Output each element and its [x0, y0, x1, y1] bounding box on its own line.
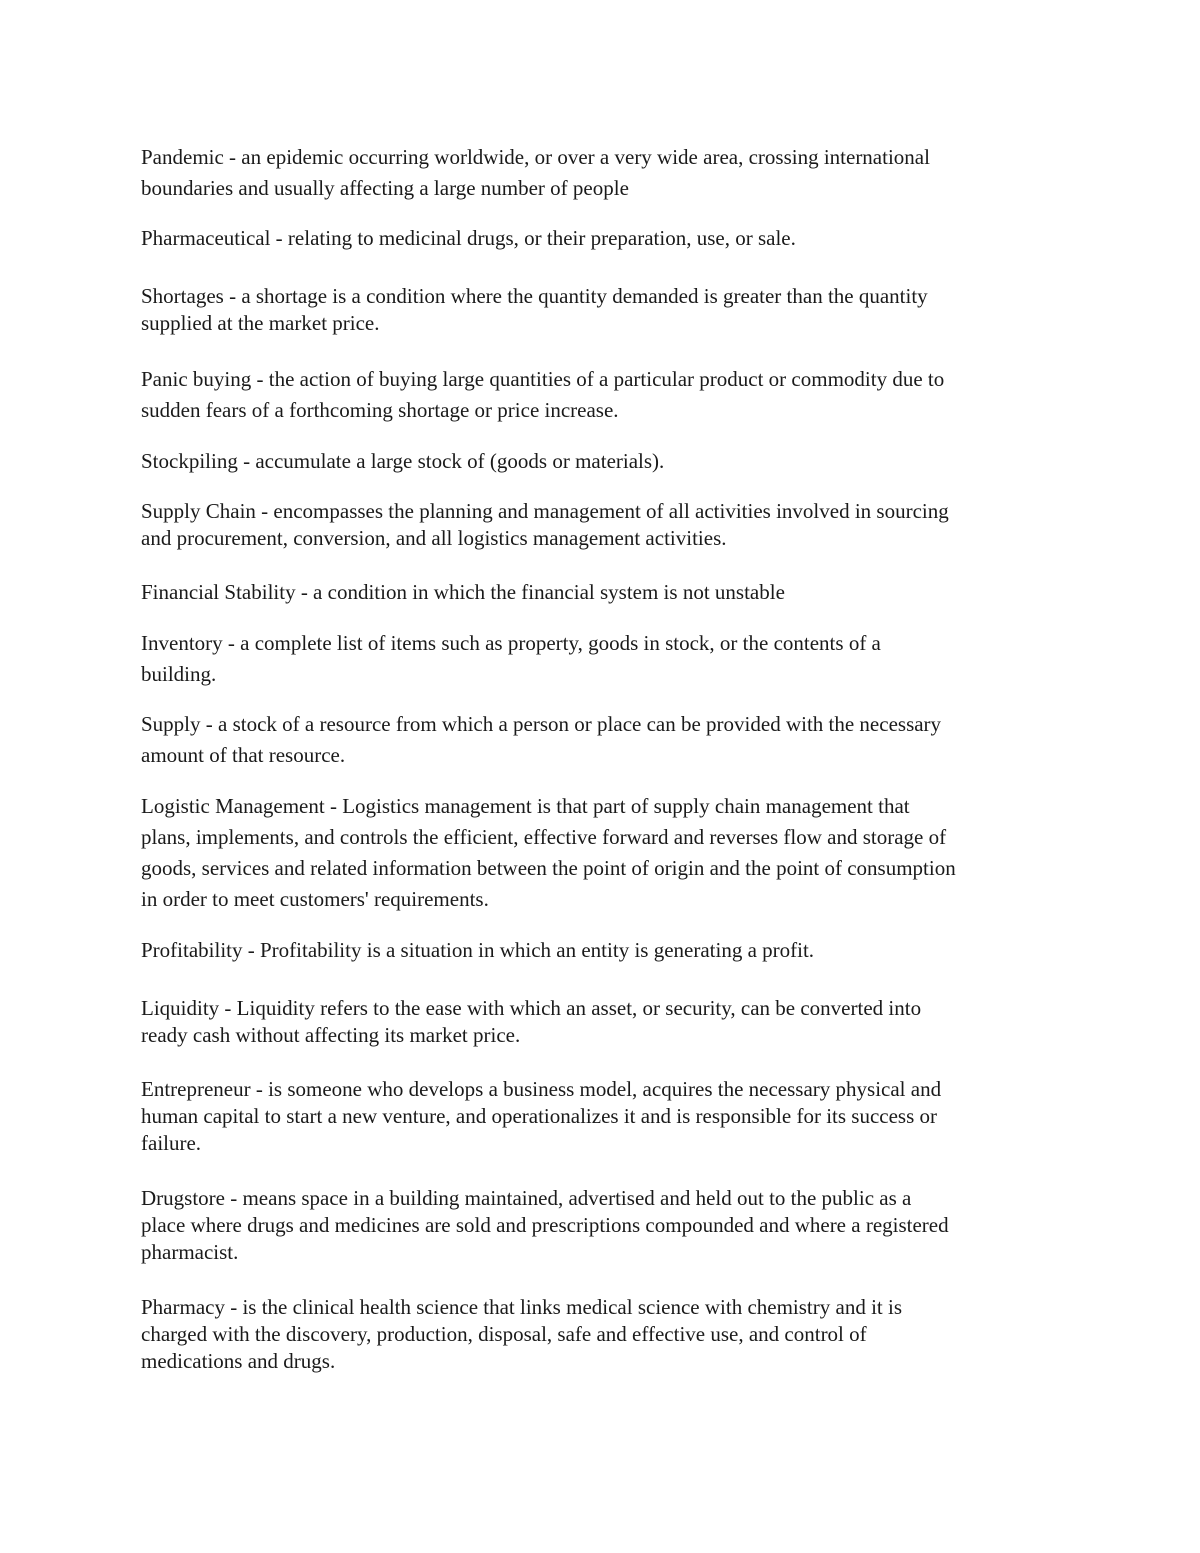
definition-line: pharmacist.: [141, 1240, 239, 1264]
definition-drugstore: [141, 1185, 1071, 1266]
definition-line: Inventory - a complete list of items such as property, goods in stock, or the contents of a: [141, 631, 881, 655]
definition-line: human capital to start a new venture, and operationalizes it and is responsible for its success or: [141, 1104, 938, 1128]
definition-line: in order to meet customers' requirements.: [141, 887, 489, 911]
definition-inventory: [141, 628, 1071, 690]
definition-line: supplied at the market price.: [141, 311, 380, 335]
definition-line: Stockpiling - accumulate a large stock of (goods or materials).: [141, 449, 665, 473]
definition-line: charged with the discovery, production, disposal, safe and effective use, and control of: [141, 1322, 867, 1346]
definition-line: boundaries and usually affecting a large number of people: [141, 176, 629, 200]
definition-line: amount of that resource.: [141, 743, 346, 767]
definition-stockpiling: [141, 446, 1071, 477]
definition-line: building.: [141, 662, 217, 686]
definition-line: Drugstore - means space in a building maintained, advertised and held out to the public as a: [141, 1186, 912, 1210]
definition-line: Supply Chain - encompasses the planning and management of all activities involved in sourcing: [141, 499, 949, 523]
definition-pharmacy: [141, 1294, 1071, 1375]
definition-profitability: [141, 935, 1071, 966]
definition-supply: [141, 709, 1071, 771]
definition-line: Pharmacy - is the clinical health science that links medical science with chemistry and it is: [141, 1295, 903, 1319]
definition-entrepreneur: [141, 1076, 1071, 1157]
definition-financial-stability: [141, 577, 1071, 608]
definition-line: Pandemic - an epidemic occurring worldwide, or over a very wide area, crossing international: [141, 145, 930, 169]
definition-line: Financial Stability - a condition in which the financial system is not unstable: [141, 580, 785, 604]
definition-line: Entrepreneur - is someone who develops a business model, acquires the necessary physical and: [141, 1077, 942, 1101]
definition-line: Logistic Management - Logistics management is that part of supply chain management that: [141, 794, 910, 818]
definition-line: Liquidity - Liquidity refers to the ease with which an asset, or security, can be converted into: [141, 996, 922, 1020]
definition-line: failure.: [141, 1131, 202, 1155]
definition-pharmaceutical: [141, 223, 1071, 254]
definition-line: place where drugs and medicines are sold and prescriptions compounded and where a registered: [141, 1213, 949, 1237]
definition-line: Panic buying - the action of buying large quantities of a particular product or commodity due to: [141, 367, 945, 391]
definition-supply-chain: [141, 498, 1071, 552]
definition-logistic-management: [141, 791, 1071, 915]
definition-line: Profitability - Profitability is a situation in which an entity is generating a profit.: [141, 938, 815, 962]
definition-line: goods, services and related information between the point of origin and the point of consumption: [141, 856, 956, 880]
definition-shortages: [141, 283, 1071, 337]
definition-line: plans, implements, and controls the efficient, effective forward and reverses flow and storage of: [141, 825, 947, 849]
definition-line: medications and drugs.: [141, 1349, 336, 1373]
definition-pandemic: [141, 142, 1071, 204]
definition-line: and procurement, conversion, and all logistics management activities.: [141, 526, 727, 550]
definition-line: ready cash without affecting its market price.: [141, 1023, 521, 1047]
definition-line: sudden fears of a forthcoming shortage or price increase.: [141, 398, 619, 422]
definition-line: Supply - a stock of a resource from which a person or place can be provided with the necessary: [141, 712, 942, 736]
definition-liquidity: [141, 995, 1071, 1049]
definition-line: Pharmaceutical - relating to medicinal drugs, or their preparation, use, or sale.: [141, 226, 796, 250]
definition-line: Shortages - a shortage is a condition where the quantity demanded is greater than the quantity: [141, 284, 928, 308]
definition-panic-buying: [141, 364, 1071, 426]
